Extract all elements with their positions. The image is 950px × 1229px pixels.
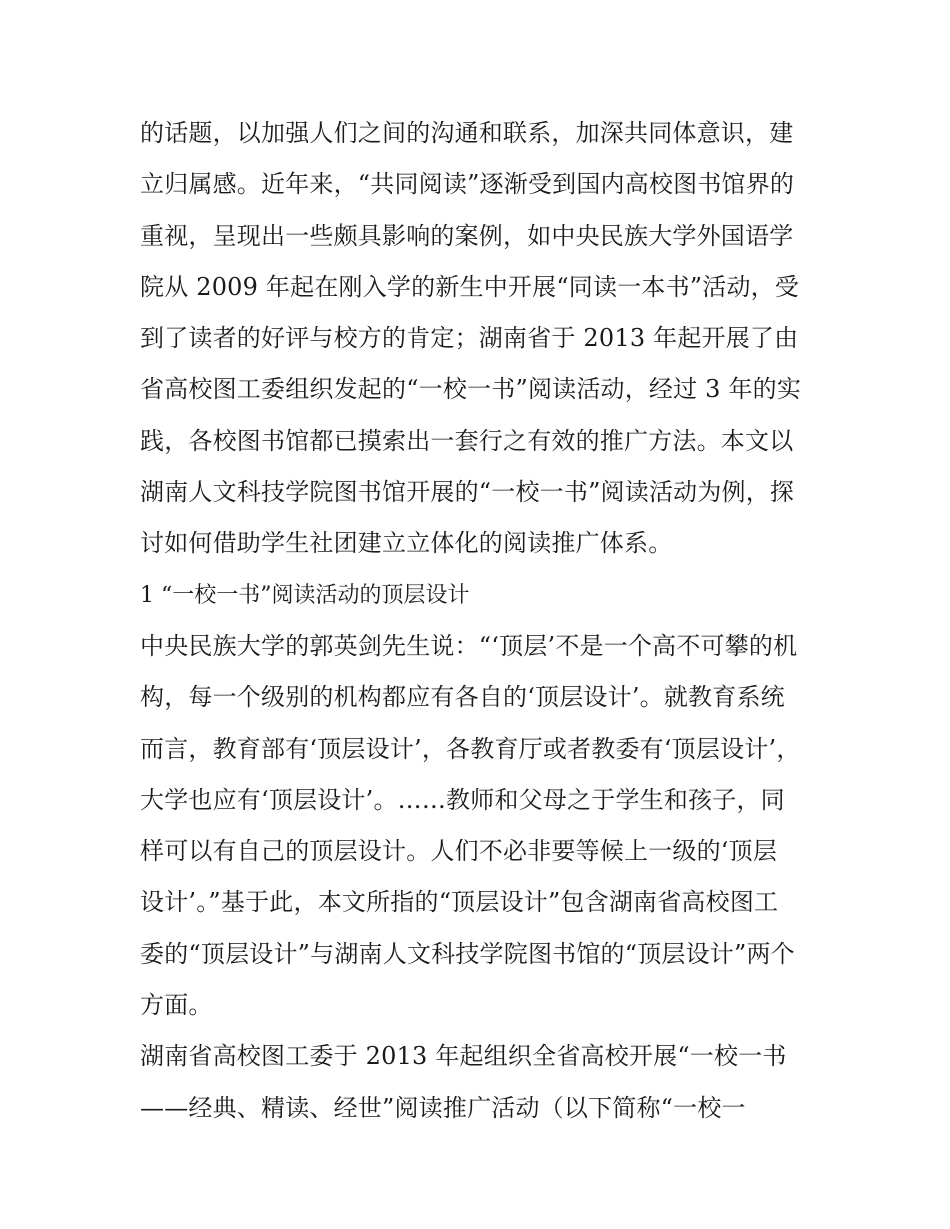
paragraph-line: 践，各校图书馆都已摸索出一套行之有效的推广方法。本文以 bbox=[140, 426, 794, 455]
paragraph-line: 方面。 bbox=[140, 991, 213, 1020]
section-heading: 1 “一校一书”阅读活动的顶层设计 bbox=[140, 582, 470, 608]
paragraph-line: 重视，呈现出一些颇具影响的案例，如中央民族大学外国语学 bbox=[140, 221, 794, 250]
paragraph-line: ——经典、精读、经世”阅读推广活动（以下简称“一校一 bbox=[140, 1093, 746, 1122]
paragraph-line: 中央民族大学的郭英剑先生说：“‘顶层’不是一个高不可攀的机 bbox=[140, 631, 798, 660]
paragraph-line: 大学也应有‘顶层设计’。……教师和父母之于学生和孩子，同 bbox=[140, 785, 785, 814]
paragraph-line: 而言，教育部有‘顶层设计’，各教育厅或者教委有‘顶层设计’， bbox=[140, 734, 801, 763]
paragraph-line: 院从 2009 年起在刚入学的新生中开展“同读一本书”活动，受 bbox=[140, 272, 800, 301]
paragraph-line: 湖南人文科技学院图书馆开展的“一校一书”阅读活动为例，探 bbox=[140, 478, 795, 507]
paragraph-line: 委的“顶层设计”与湖南人文科技学院图书馆的“顶层设计”两个 bbox=[140, 939, 795, 968]
paragraph-line: 到了读者的好评与校方的肯定；湖南省于 2013 年起开展了由 bbox=[140, 324, 799, 353]
paragraph-line: 省高校图工委组织发起的“一校一书”阅读活动，经过 3 年的实 bbox=[140, 375, 802, 404]
paragraph-line: 设计’。”基于此，本文所指的“顶层设计”包含湖南省高校图工 bbox=[140, 888, 779, 917]
paragraph-line: 样可以有自己的顶层设计。人们不必非要等候上一级的‘顶层 bbox=[140, 837, 778, 866]
paragraph-line: 的话题，以加强人们之间的沟通和联系，加深共同体意识，建 bbox=[140, 119, 794, 147]
body-text bbox=[140, 108, 830, 1134]
paragraph-line: 立归属感。近年来，“共同阅读”逐渐受到国内高校图书馆界的 bbox=[140, 170, 795, 199]
paragraph-line: 构，每一个级别的机构都应有各自的‘顶层设计’。就教育系统 bbox=[140, 683, 785, 712]
paragraph-line: 湖南省高校图工委于 2013 年起组织全省高校开展“一校一书 bbox=[140, 1042, 787, 1071]
paragraph-line: 讨如何借助学生社团建立立体化的阅读推广体系。 bbox=[140, 529, 673, 558]
